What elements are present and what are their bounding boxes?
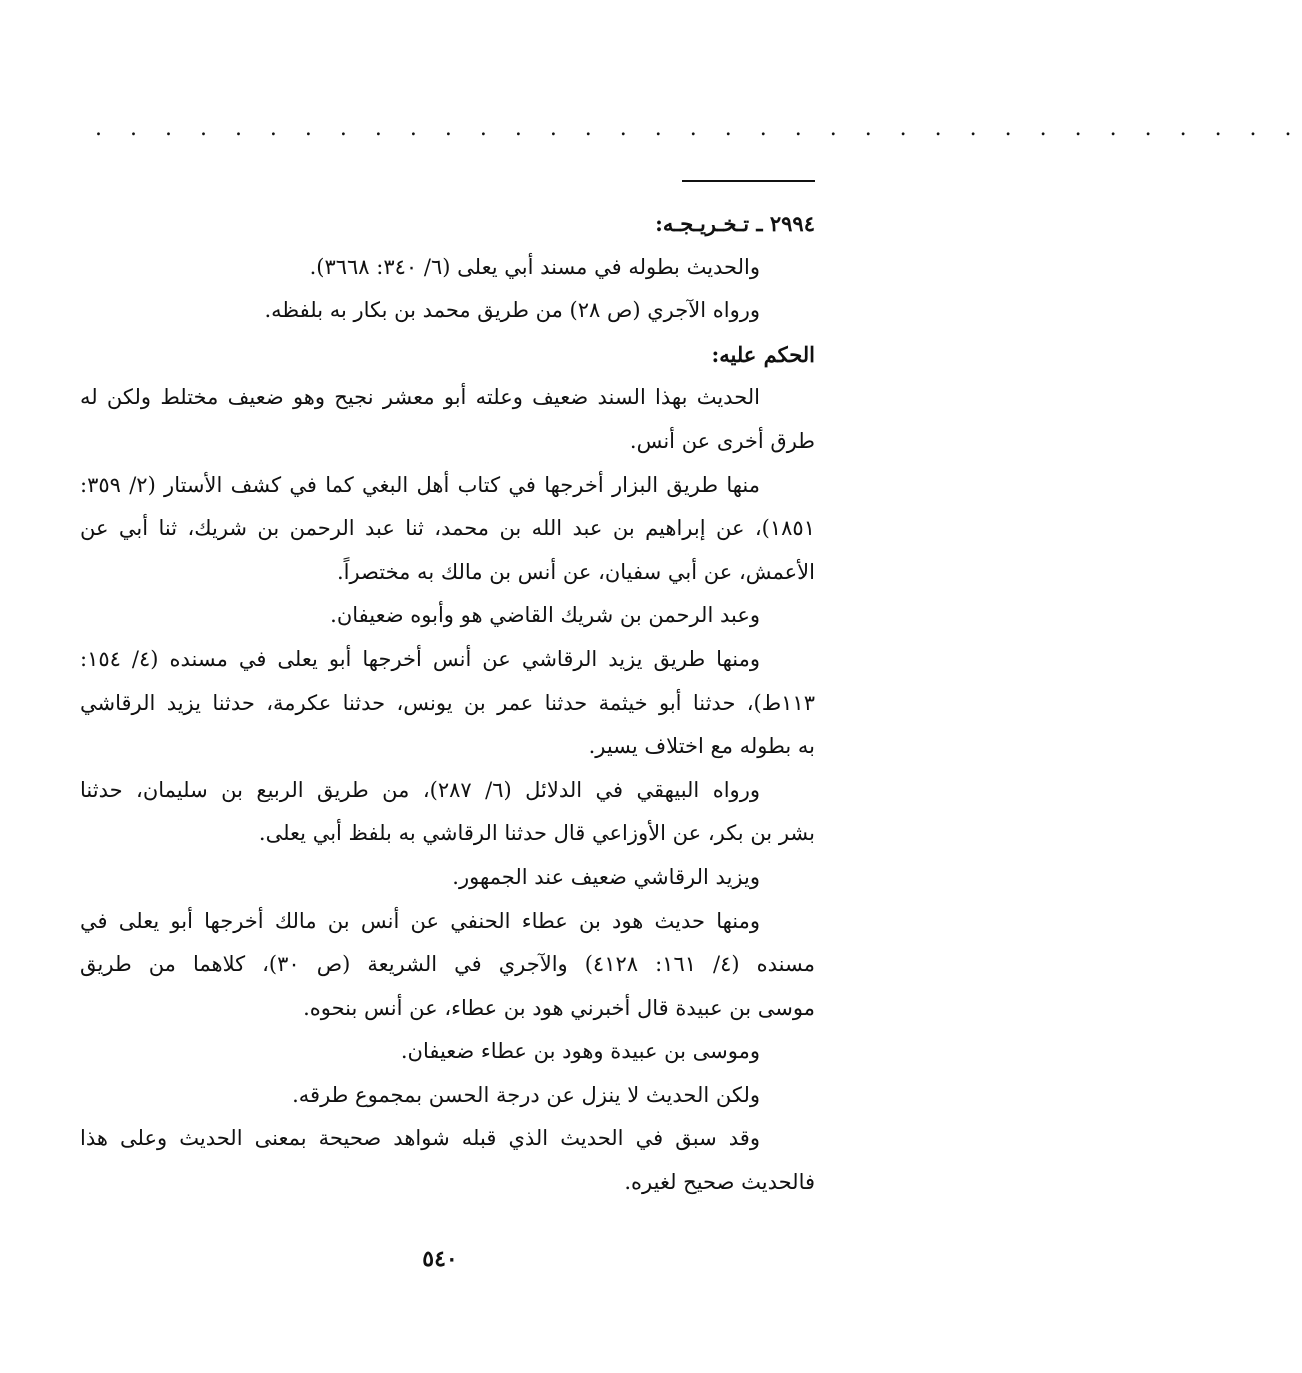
paragraph-line: منها طريق البزار أخرجها في كتاب أهل البغي كما في كشف الأستار (٢/ ٣٥٩:: [80, 472, 760, 497]
section-heading: ٢٩٩٤ ـ تـخـريـجـه:: [655, 211, 815, 236]
paragraph-line: ومنها حديث هود بن عطاء الحنفي عن أنس بن مالك أخرجها أبو يعلى في: [80, 908, 760, 933]
separator-dots: . . . . . . . . . . . . . . . . . . . . . . . . . . . . . . . . . . .: [95, 116, 1302, 141]
footnote-rule: [682, 180, 815, 182]
paragraph-line: والحديث بطوله في مسند أبي يعلى (٦/ ٣٤٠: ٣٦٦٨).: [309, 254, 760, 279]
paragraph-line: فالحديث صحيح لغيره.: [624, 1170, 815, 1195]
paragraph-line: وموسى بن عبيدة وهود بن عطاء ضعيفان.: [400, 1039, 760, 1064]
paragraph-line: به بطوله مع اختلاف يسير.: [588, 734, 815, 759]
paragraph-line: ولكن الحديث لا ينزل عن درجة الحسن بمجموع طرقه.: [292, 1082, 760, 1107]
paragraph-line: بشر بن بكر، عن الأوزاعي قال حدثنا الرقاشي به بلفظ أبي يعلى.: [258, 821, 815, 846]
paragraph-line: طرق أخرى عن أنس.: [629, 428, 815, 453]
paragraph-line: ورواه الآجري (ص ٢٨) من طريق محمد بن بكار به بلفظه.: [264, 298, 760, 323]
paragraph-line: موسى بن عبيدة قال أخبرني هود بن عطاء، عن أنس بنحوه.: [303, 995, 815, 1020]
ruling-heading: الحكم عليه:: [711, 341, 815, 367]
paragraph-line: ويزيد الرقاشي ضعيف عند الجمهور.: [452, 864, 760, 889]
paragraph-line: الحديث بهذا السند ضعيف وعلته أبو معشر نجيح وهو ضعيف مختلط ولكن له: [80, 385, 760, 410]
paragraph-line: ومنها طريق يزيد الرقاشي عن أنس أخرجها أبو يعلى في مسنده (٤/ ١٥٤:: [80, 646, 760, 671]
paragraph-line: وعبد الرحمن بن شريك القاضي هو وأبوه ضعيفان.: [330, 603, 760, 628]
page-body: [80, 202, 815, 1205]
page-number: ٥٤٠: [422, 1246, 458, 1272]
paragraph-line: ١٨٥١)، عن إبراهيم بن عبد الله بن محمد، ثنا عبد الرحمن بن شريك، ثنا أبي عن: [80, 516, 815, 541]
paragraph-line: الأعمش، عن أبي سفيان، عن أنس بن مالك به مختصراً.: [336, 559, 815, 584]
paragraph-line: ١١٣ط)، حدثنا أبو خيثمة حدثنا عمر بن يونس، حدثنا عكرمة، حدثنا يزيد الرقاشي: [80, 690, 815, 715]
paragraph-line: مسنده (٤/ ١٦١: ٤١٢٨) والآجري في الشريعة (ص ٣٠)، كلاهما من طريق: [80, 952, 815, 977]
paragraph-line: ورواه البيهقي في الدلائل (٦/ ٢٨٧)، من طريق الربيع بن سليمان، حدثنا: [80, 777, 760, 802]
paragraph-line: وقد سبق في الحديث الذي قبله شواهد صحيحة بمعنى الحديث وعلى هذا: [80, 1126, 760, 1151]
